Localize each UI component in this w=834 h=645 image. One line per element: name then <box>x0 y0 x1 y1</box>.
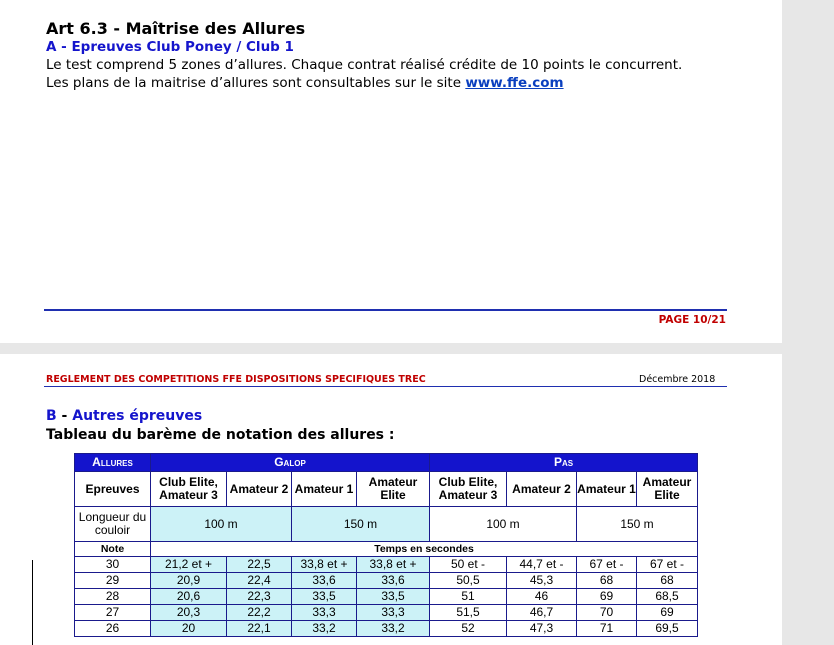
longueur-value: 150 m <box>292 507 430 542</box>
paragraph-test-description: Le test comprend 5 zones d’allures. Chaque contrat réalisé crédite de 10 points le concurrent. <box>46 57 683 73</box>
time-cell: 52 <box>430 621 507 637</box>
column-header: Amateur Elite <box>357 472 430 507</box>
footer-rule <box>44 309 727 311</box>
section-b-dash: - <box>56 408 73 424</box>
time-cell: 51,5 <box>430 605 507 621</box>
column-header: Club Elite, Amateur 3 <box>430 472 507 507</box>
document-page-11 <box>0 354 782 645</box>
time-cell: 44,7 et - <box>507 557 577 573</box>
table-row <box>75 589 698 605</box>
table-row <box>75 573 698 589</box>
note-label: Note <box>75 542 151 557</box>
section-b-letter: B <box>46 408 57 424</box>
time-cell: 33,5 <box>357 589 430 605</box>
header-pas: Pas <box>430 454 698 472</box>
column-header: Amateur 1 <box>577 472 637 507</box>
time-cell: 20,9 <box>151 573 227 589</box>
paragraph-plans-text: Les plans de la maitrise d’allures sont consultables sur le site <box>46 75 466 91</box>
running-header-date: Décembre 2018 <box>639 374 716 385</box>
column-header: Club Elite, Amateur 3 <box>151 472 227 507</box>
time-cell: 33,8 et + <box>292 557 357 573</box>
time-cell: 22,2 <box>227 605 292 621</box>
table-row <box>75 621 698 637</box>
time-cell: 68,5 <box>637 589 698 605</box>
temps-label: Temps en secondes <box>151 542 698 557</box>
ffe-website-link[interactable]: www.ffe.com <box>465 75 564 91</box>
header-rule <box>44 386 727 387</box>
article-title: Art 6.3 - Maîtrise des Allures <box>46 19 306 38</box>
document-page-10 <box>0 0 782 343</box>
time-cell: 68 <box>637 573 698 589</box>
longueur-label: Longueur du couloir <box>75 507 151 542</box>
table-longueur-row <box>75 507 698 542</box>
running-header-title: REGLEMENT DES COMPETITIONS FFE DISPOSITIONS SPECIFIQUES TREC <box>46 374 426 385</box>
allures-scoring-table <box>74 453 698 637</box>
table-title: Tableau du barème de notation des allures : <box>46 427 395 443</box>
table-body <box>75 557 698 637</box>
time-cell: 69,5 <box>637 621 698 637</box>
section-b-title: Autres épreuves <box>72 408 203 424</box>
time-cell: 67 et - <box>577 557 637 573</box>
time-cell: 70 <box>577 605 637 621</box>
note-cell: 30 <box>75 557 151 573</box>
page-number: PAGE 10/21 <box>658 314 726 326</box>
section-b-heading <box>46 408 202 424</box>
margin-line <box>32 560 33 645</box>
column-header: Amateur 2 <box>227 472 292 507</box>
column-header: Amateur 1 <box>292 472 357 507</box>
paragraph-plans <box>46 75 564 91</box>
time-cell: 22,5 <box>227 557 292 573</box>
time-cell: 21,2 et + <box>151 557 227 573</box>
time-cell: 46,7 <box>507 605 577 621</box>
time-cell: 69 <box>577 589 637 605</box>
note-cell: 28 <box>75 589 151 605</box>
column-header: Amateur 2 <box>507 472 577 507</box>
time-cell: 71 <box>577 621 637 637</box>
longueur-value: 150 m <box>577 507 698 542</box>
table-epreuves-row <box>75 472 698 507</box>
time-cell: 50,5 <box>430 573 507 589</box>
time-cell: 33,6 <box>292 573 357 589</box>
time-cell: 51 <box>430 589 507 605</box>
time-cell: 67 et - <box>637 557 698 573</box>
time-cell: 20,6 <box>151 589 227 605</box>
time-cell: 47,3 <box>507 621 577 637</box>
time-cell: 33,6 <box>357 573 430 589</box>
note-cell: 29 <box>75 573 151 589</box>
time-cell: 50 et - <box>430 557 507 573</box>
time-cell: 69 <box>637 605 698 621</box>
header-allures: Allures <box>75 454 151 472</box>
time-cell: 33,3 <box>292 605 357 621</box>
time-cell: 22,4 <box>227 573 292 589</box>
table-row <box>75 605 698 621</box>
section-a-heading: A - Epreuves Club Poney / Club 1 <box>46 39 294 55</box>
time-cell: 33,3 <box>357 605 430 621</box>
longueur-value: 100 m <box>151 507 292 542</box>
epreuves-label: Epreuves <box>75 472 151 507</box>
time-cell: 22,3 <box>227 589 292 605</box>
time-cell: 22,1 <box>227 621 292 637</box>
table-header-row <box>75 454 698 472</box>
header-galop: Galop <box>151 454 430 472</box>
table-note-row <box>75 542 698 557</box>
column-header: Amateur Elite <box>637 472 698 507</box>
table-row <box>75 557 698 573</box>
time-cell: 45,3 <box>507 573 577 589</box>
time-cell: 33,2 <box>292 621 357 637</box>
time-cell: 20 <box>151 621 227 637</box>
time-cell: 68 <box>577 573 637 589</box>
time-cell: 46 <box>507 589 577 605</box>
time-cell: 33,2 <box>357 621 430 637</box>
note-cell: 27 <box>75 605 151 621</box>
note-cell: 26 <box>75 621 151 637</box>
time-cell: 20,3 <box>151 605 227 621</box>
longueur-value: 100 m <box>430 507 577 542</box>
time-cell: 33,8 et + <box>357 557 430 573</box>
time-cell: 33,5 <box>292 589 357 605</box>
